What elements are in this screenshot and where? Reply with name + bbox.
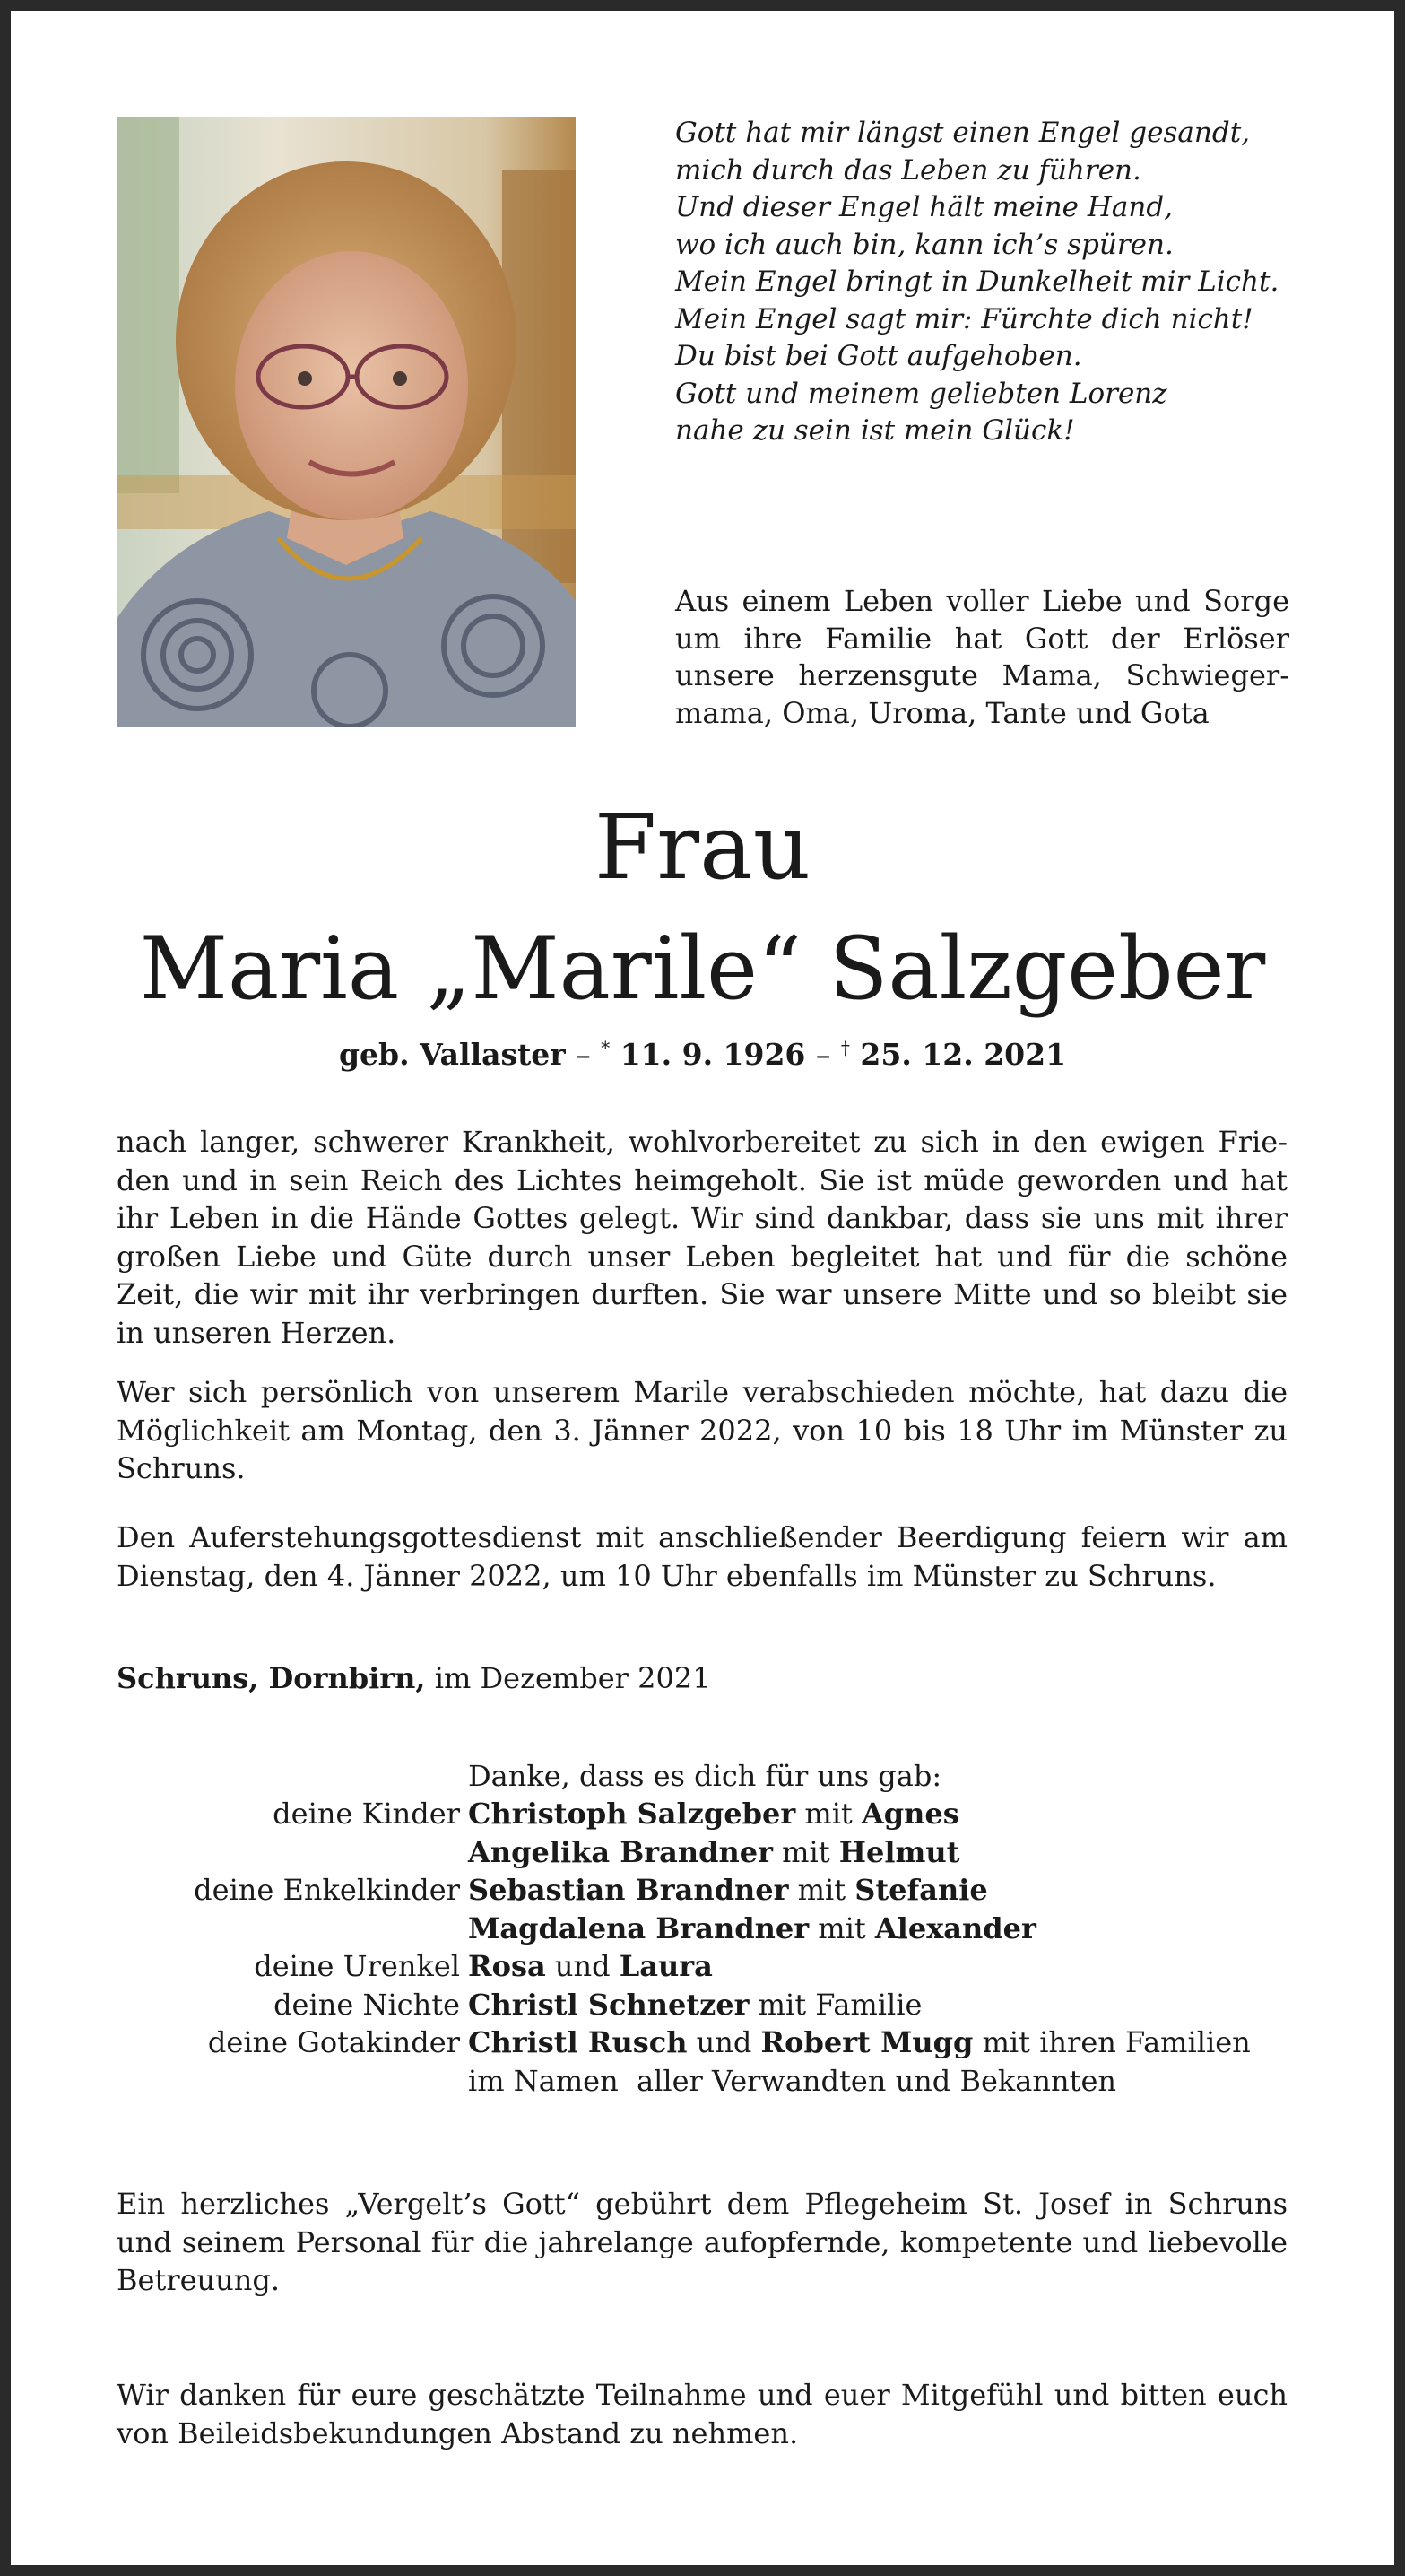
deceased-name: Maria „Marile“ Salzgeber [139, 918, 1266, 1019]
family-names: Rosa und Laura [468, 1949, 713, 1983]
place-date [117, 1659, 711, 1697]
place-towns: Schruns, Dornbirn, [117, 1661, 426, 1695]
died-date: 25. 12. 2021 [860, 1037, 1067, 1072]
birth-name: geb. Vallaster [338, 1037, 566, 1072]
family-names: Christl Rusch und Robert Mugg mit ihren Familien [468, 2025, 1251, 2059]
family-names: Sebastian Brandner mit Stefanie [468, 1873, 988, 1907]
salutation: Frau [594, 795, 811, 900]
portrait-photo [117, 117, 576, 727]
relation-label: deine Nichte [273, 1987, 460, 2022]
family-list [117, 1795, 1251, 2100]
family-names: Magdalena Brandner mit Alexander [468, 1910, 1036, 1945]
thanks-line: Danke, dass es dich für uns gab: [468, 1759, 942, 1793]
place-month: im Dezember 2021 [434, 1661, 711, 1695]
born-symbol: * [601, 1037, 611, 1058]
family-row [117, 2062, 1251, 2101]
paragraph-farewell: Wer sich persönlich von unserem Marile verabschieden möchte, hat dazu die Möglichkeit am Montag, den 3. Jänner 2022, von 10 bis 18 Uhr im Münster zu Schruns. [117, 1375, 1288, 1485]
intro-text: Aus einem Leben voller Liebe und Sorge um ihre Familie hat Gott der Erlöser unsere herzensgute Mama, Schwiegermama, Oma, Uroma, Tante und Gota [675, 584, 1289, 730]
relation-label: deine Enkelkinder [194, 1873, 460, 1907]
paragraph-announcement: nach langer, schwerer Krankheit, wohlvorbereitet zu sich in den ewigen Frieden und in sein Reich des Lichtes heimgeholt. Sie ist müde geworden und hat ihr Leben in die Hände Gottes gelegt. Wir sind dankbar, dass sie uns mit ihrer großen Liebe und Güte durch unser Leben begleitet hat und für die schöne Zeit, die wir mit ihr verbringen durften. Sie war unsere Mitte und so bleibt sie in unseren Herzen. [117, 1125, 1288, 1350]
relation-label: deine Gotakinder [207, 2025, 460, 2059]
family-row [117, 1947, 1251, 1986]
family-row [117, 1795, 1251, 1833]
family-names: Christl Schnetzer mit Familie [468, 1987, 923, 2022]
family-row [117, 2023, 1251, 2062]
life-dates: geb. Vallaster – * 11. 9. 1926 – † 25. 12. 2021 [338, 1037, 1067, 1072]
family-names: Christoph Salzgeber mit Agnes [468, 1797, 959, 1831]
paragraph-condolence-note: Wir danken für eure geschätzte Teilnahme und euer Mitgefühl und bitten euch von Beileidsbekundungen Abstand zu nehmen. [117, 2378, 1288, 2450]
born-date: 11. 9. 1926 [620, 1037, 806, 1072]
family-closing: im Namen aller Verwandten und Bekannten [468, 2063, 1116, 2098]
family-row [117, 1833, 1251, 1872]
family-row [117, 1986, 1251, 2024]
paragraph-funeral: Den Auferstehungsgottesdienst mit anschließender Beerdigung feiern wir am Dienstag, den 4. Jänner 2022, um 10 Uhr ebenfalls im Münster zu Schruns. [117, 1520, 1288, 1593]
relation-label: deine Kinder [273, 1797, 460, 1831]
paragraph-gratitude-care: Ein herzliches „Vergelt’s Gott“ gebührt dem Pflegeheim St. Josef in Schruns und seinem Personal für die jahrelange aufopfernde, kompetente und liebevolle Betreuung. [117, 2187, 1288, 2297]
relation-label: deine Urenkel [254, 1949, 460, 1983]
family-row [117, 1871, 1251, 1910]
family-row [117, 1910, 1251, 1948]
family-names: Angelika Brandner mit Helmut [468, 1834, 960, 1869]
died-symbol: † [840, 1037, 850, 1058]
poem: Gott hat mir längst einen Engel gesandt, mich durch das Leben zu führen. Und dieser Engel hält meine Hand, wo ich auch bin, kann ich’s spüren. Mein Engel bringt in Dunkelheit mir Licht. Mein Engel sagt mir: Fürchte dich nicht! Du bist bei Gott aufgehoben. Gott und meinem geliebten Lorenz nahe zu sein ist mein Glück! [675, 117, 1279, 447]
